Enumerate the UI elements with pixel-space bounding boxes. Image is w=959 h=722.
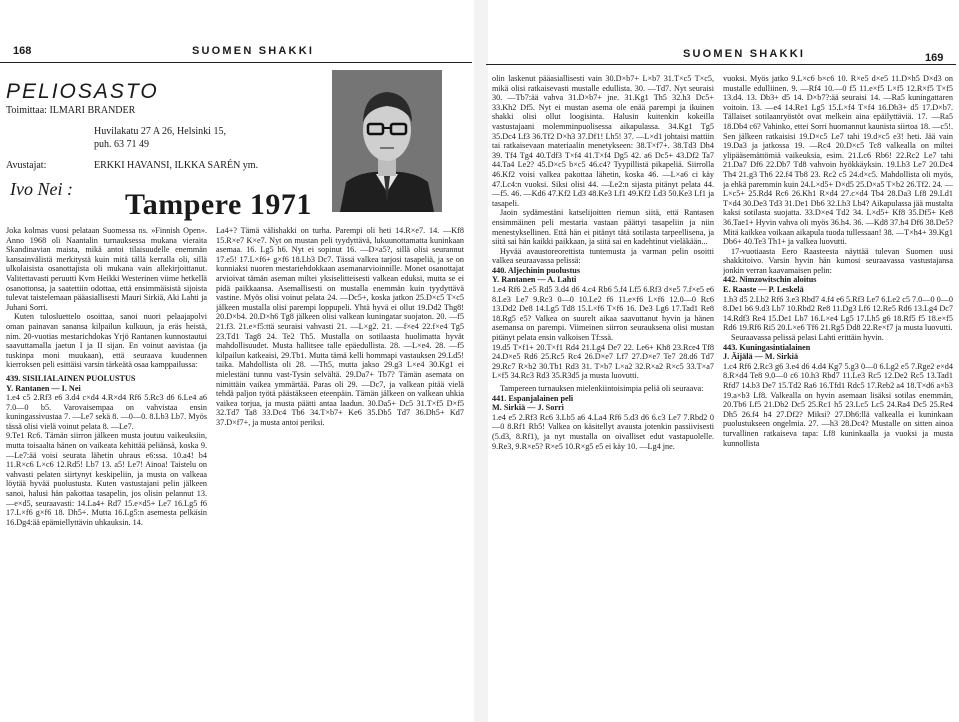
game-441-heading: 441. Espanjalainen peli [492,393,574,403]
game-439-heading: 439. SISILIALAINEN PUOLUSTUS [6,373,136,383]
page-gutter [474,0,488,722]
col4-paragraph-3: 1.b3 d5 2.Lb2 Rf6 3.e3 Rbd7 4.f4 e6 5.Rf3 Le7 6.Le2 c5 7.0—0 0—0 8.De1 b6 9.d3 Lb7 10.Rbd2 Re8 11.Dg3 Lf6 12.Re5 Rd6 13.Lg4 Dc7 14.Rdf3 Re4 15.De1 Lb7 16.L×e4 Lg5 17.Lh5 g6 18.Rf5 f5 18.e×f5 Rd6 19.Rf6 Ri5 20.L×e6 Tf6 21.Rg5 Dd8 22.Re×f7 ja musta luovutti. [723,294,953,333]
article-title: Tampere 1971 [125,188,312,221]
game-442-players: E. Raaste — P. Leskelä [723,285,804,295]
col1-paragraph-4: 9.Te1 Rc6. Tämän siirron jälkeen musta joutuu vaikeuksiin, mutta toisaalta hänen on vaikeata kehittää peliänsä, koska 9. —Le7:ää voisi seurata lähetin uhraus e6:ssa. 10.a4! b4 11.R×c6 L×c6 12.Rd5! Lb7 13. a5! Le7! Ainoa! Taistelu on vahvasti pelaten siirtynyt keskipeliin, ja musta on valkeaa löytää hyvää puolustusta. Kuten vastustajani pelin jälkeen sanoi, halusi hän pakottaa tasapelin, jos olisin pelannut 13. —e×d5, seuraavasti: 14.La4+ Rd7 15.e×d5+ Le7 16.Lg5 f6 17.L×f6 g×f6 18. Dh5+. Mutta 16.Lg5:n asemesta pelkäsin 16.Dg4:ää epämiellyttävin uhkauksin. 14. [6,431,207,527]
portrait-illustration [332,70,442,212]
address-line-1: Huvilakatu 27 A 26, Helsinki 15, [94,126,226,137]
article-column-3 [492,74,714,719]
col2-paragraph-1: La4+? Tämä välishakki on turha. Parempi oli heti 14.R×e7. 14. —Kf8 15.R×e7 K×e7. Nyt on mustan peli tyydyttävä, lukuunottamatta kuninkaan asemaa. 16. Lg5 h6. Nyt ei sopinut 16. —D×a5?, sillä olisi seurannut 17.e5! 17.L×f6+ g×f6 18.Lb3 Dc7. Tässä valkea tarjosi tasapeliä, ja se on kunniaksi nuoren mestariehdokkaan asemanarvioinnille. Monet osanottajat arvioivat tämän aseman miltei yksiselitteisesti valkean eduksi, mutta se ei pidä paikkaansa. Asemallisesti on mustalla enemmän kuin tyydyttävä vastine. Myös olisi voinut pelata 24. —Dc5+, koska jatkon 25.D×c5 T×c5 jälkeen mustalla olisi parempi loppupeli. Yhtä hyvä ei ollut 19.Dd2 Thg8! 20.D×b4. 20.D×h6 Tg8 jälkeen olisi valkean kuningatar suojaton. 20. —f5 21.f3. 21.e×f5:ttä seuraisi vahvasti 21. —L×g2. 21. —f×e4 22.f×e4 Tg5 23.Td1 Tag8 24. Te2 Th5. Mustalla on sotilaasta huolimatta hyvät mahdollisuudet. Musta hallitsee talle epäedullista. 28. —L×e4. 28. —f5 kilpailun katkeaisi, 29.Tb1. Mutta tämä kelli hommapi vastauksen 29.Ld5! taika. Mahdollista oli 28. —Th5, mutta jakso 29.g3 L×e4 30.Kg1 ei mielestäni tunnu vast-Tysin selvältä. 29.Da7+ Tb7? Tämän asemata on nimittäin vaikea ymmärtää. Paras oli 29. —Dc7, ja valkean pitää vielä tehdä paljon työtä päästäkseen eteenpäin. Tämän jälkeen on valkean uhkia vaikea torjua, ja musta päätti antaa laadun. 30.Da5+ Dc5 31.T×f5 D×f5 32.Td7 Ta8 33.Dc4 Tb6 34.T×b7+ Ke6 35.Db5 Td7 36.Dh5+ Kd7 37.D×f7+, ja musta antoi periksi. [216,226,464,427]
col3-paragraph-2: Jaoin sydämestäni katselijoitten riemun siitä, että Rantasen ensimmäinen peli mestaria vastaan päättyi tasapeliin ja niin menestyksellinen. Että hän ei pitänyt tätä sotilasta tarpeellisena, ja siitä sai hän kaikki paikkaan, ja siitä sai en kadehtinut vieläkään... [492,208,714,247]
right-header-rule [486,64,956,65]
left-header-rule [0,62,472,63]
col4-paragraph-1: vuoksi. Myös jatko 9.L×c6 b×c6 10. R×e5 d×e5 11.D×h5 D×d3 on mustalle edulliinen. 9. —Rf4 10.—0 f5 11.e×f5 L×f5 12.R×f5 T×f5 13.d4. 13. Db3+ d5 14. D×b7?:ää seuraisi 14. —Ra5 kuningattaren voitoin. 13. —e4 14.Re1 Lg5 15.L×f4 T×f4 16.Db3+ d5 17.D×b7. Tällaiset sotilaanryöstöt ovat melkein aina epäilyttäviä. 17. —Ra5 18.Db4 c6? Vahinko, ettei Sorri huomannut kaunista siirtoa 18. —c5!. Sen jälkeen ratkaisisi 19.D×c5 Le7 tahi 19.d×c5 e3! heti. Jää vain 19.Da3 ja jatkossa 19. —Rc4 20.D×c5 Tc8 valkealla on miltei ylipääsemättömiä vaikeuksia, esim. 21.Lc6 Rb6! 22.Rc2 Le7 tahi 21.Da7 Df6 22.Db7 Td8 vahvoin hyökkäyksin. 19.Lb3 Le7 20.Dc4 Th4 21.g3 Th6 22.f4 Tb8 23. Rc2 c5 24.d×c5. Mahdollista oli myös, ja ehkä paremmin kuin 24.L×d5+ D×d5 25.D×a5 T×b2 26.Tf2. 24. —L×c5+ 25.Rd4 Rc6 26.Kh1 R×d4 27.c×d4 Tb4 28.Da3 Lf8 29.Ld1 T×d4 30.De3 Td3 31.De1 Db6 32.Lb3 Lb4? Aikapulassa jää mustalta kaksi sotilasta suojatta. 33.D×e4 Td2 34. L×d5+ Kf8 35.Df5+ Ke8 36.Tae1+ Hyvin vahva oli myös 36.h4. 36. —Kd8 37.h4 Df6 38.De5? Mitä kaikkea voikaan aikapula tuoda tullessaan! 38. —T×h4+ 39.Kg1 Db6+ 40.Te3 Th1+ ja valkea luovutti. [723,74,953,247]
col4-paragraph-4: Seuraavassa pelissä pelasi Lahti erittäin hyvin. [731,333,884,343]
col1-paragraph-2: Kuten tulosluettelo osoittaa, sanoi nuori pelaajapolvi oman painavan sanansa kilpailun kulkuun, ja eräs heistä, nim. 20-vuotias mestarichdokas Yrjö Rantanen kunnostautui saavuttamalla jaetun I ja II sijan. En voinut aavistaa (ja tuskinpa moni muukaan), että seuraava kuudennen kierroksen peli esittäisi varsin tärkeätä osaa kamppailussa: [6,312,207,370]
col4-paragraph-5: 1.c4 Rf6 2.Rc3 g6 3.e4 d6 4.d4 Kg7 5.g3 0—0 6.Lg2 e5 7.Rge2 e×d4 8.R×d4 Te8 9.0—0 c6 10.h3 Rbd7 11.Le3 Rc5 12.De2 Rc5 13.Tad1 Rfd7 14.b3 De7 15.Td2 Ra6 16.Tfd1 Rdc5 17.Reb2 a4 18.T×d6 a×b3 19.a×b3 Lf8. Valkealla on hyvin asemaan lisäksi sotilas enemmän, 20.Tb6 Lf5 21.Db2 Dc5 25.Rc1 h5 23.Lc5 Lc5 24.Ra4 Dc5 25.Re4 Dh5 26.f4 h4 27.Df2? Miksi? 27.Dh6:llä valkealla ei kuninkaan puolustukseen ongelmia. 27. —h3 28.Dc4? Mustalle on sitten ainoa turvallinen ratkaiseva tapa: Lf8 kuninkaalla ja vuoksi ja musta kunnollista [723,361,953,448]
col1-paragraph-3: 1.e4 c5 2.Rf3 e6 3.d4 c×d4 4.R×d4 Rf6 5.Rc3 d6 6.Le4 a6 7.0—0 b5. Varovaisempaa on vahvistaa ensin kuningassivustaa 7. —Le7 sekä 8. —0—0. 8.Lb3 Lb7. Myös tässä olisi vielä voinut pelata 8. —Le7. [6,393,207,431]
address-line-2: puh. 63 71 49 [94,139,149,150]
col3-paragraph-3: Hyvää avaustoreorettista tuntemusta ja varman pelin osoitti valkea seuraavassa pelissä: [492,246,714,266]
article-column-1 [6,226,207,719]
editor-line: Toimittaa: ILMARI BRANDER [6,105,136,116]
article-column-4 [723,74,953,719]
right-magazine-title: SUOMEN SHAKKI [683,48,806,60]
game-442-heading: 442. Nimzowitschin aloitus [723,275,817,285]
portrait-photo [332,70,442,212]
right-page-number: 169 [925,52,944,64]
col3-paragraph-6: Tampereen turnauksen mielenkiintoisimpia peliä oli seuraava: [500,384,704,393]
col3-paragraph-1: olin laskenut pääasiallisesti vain 30.D×b7+ L×b7 31.T×c5 T×c5, mikä olisi ratkaisevasti mustalle edullista. 30. —Td7. Nyt seuraisi 30. —Tb7:ää vahva 31.D×b7+ jne. 31.Kg1 Th5 32.h3 Dc5+ 33.Kh2 Df5. Nyt ei mustan asema ole enää parempi ja ikuinen shakki olisi ollut loogisinta. Halusin kuitenkin kokeilla vastustajaani molemminpuolisessa aikapulassa. 34.Kg1 Tg5 35.Dc4 Lf3 36.Tf2 D×h3 37.Df1! Lh5! 37. —L×d1 johtaisi mattiin tai ratkaisevaan materiaalin menetykseen: 38.T×f7+. 38.Td3 Dh4 39. Tf4 Tg4 40.Tdf3 T×f4 41.T×f4 Dg5 42. a6 Dc5+ 43.Df2 Ta7 44.Ta4 Le2? 45.D×c5 b×c5 46.c4? Tyypillistä pikapeliä. Siirrolla 46.Kf2 voisi valkea pakottaa lähetin, koska 46. —L×a6 ci käy 47.Lc4:n vuoksi. Siksi olisi 44. —Le2:n sijasta pitänyt pelata 44. —f5. 46. —Kd6 47.Kf2 Ld3 48.Ke3 Lf1 49.Kf2 Ld3 50.Ke3 Lf1 ja tasapeli. [492,74,714,208]
article-column-2 [216,226,464,719]
section-title: PELIOSASTO [6,80,159,103]
game-439-players: Y. Rantanen — I. Nei [6,383,81,393]
col1-paragraph-1: Joka kolmas vuosi pelataan Suomessa ns. »Finnish Open». Anno 1968 oli Naantalin turnauksessa mukana vieraita Skandinavian maista, mikä antoi tilaisuudelle enemmän kansainvälistä merkitystä kuin mitä tällä kerralla oli, sillä ulkolaisista osanottajista oli mukana vain allekirjoittanut. Valitettavasti peruutti Kvm Heikki Westerinen viime hetkellä osanottonsa, ja saatettiin odottaa, että ensimmäisistä sijoista tulevat taistelemaan pääasiallisesti Mauri Sirkiä, Aki Lahti ja Juhani Sorri. [6,226,207,312]
article-author: Ivo Nei : [10,179,73,199]
assistants-label: Avustajat: [6,160,47,171]
game-440-heading: 440. Aljechinin puolustus [492,265,581,275]
game-443-heading: 443. Kuningasintialainen [723,342,811,352]
col3-paragraph-4: 1.e4 Rf6 2.e5 Rd5 3.d4 d6 4.c4 Rb6 5.f4 Lf5 6.Rf3 d×e5 7.f×e5 e6 8.Le3 Le7 9.Rc3 0—0 10.Le2 f6 11.e×f6 L×f6 12.0—0 Rc6 13.Dd2 De8 14.Lg5 Td8 15.L×f6 T×f6 16. De3 Lg6 17.Tad1 Re8 18.Rg5 e5? Valkea on suurelt aikaa saavuttanut hyvin ja hänen asemansa on parempi. Viimeinen siirron seurauksena olisi mustan pitänyt pelata ensin valkoisen Tf:ssä. [492,285,714,343]
assistants-names: ERKKI HAVANSI, ILKKA SARÉN ym. [94,160,259,171]
col3-paragraph-7: 1.e4 e5 2.Rf3 Rc6 3.Lb5 a6 4.La4 Rf6 5.d3 d6 6.c3 Le7 7.Rbd2 0—0 8.Rf1 Rb5! Valkea on käsitellyt avausta jotenkin passiivisesti (5.d3, 8.Rf1), ja nyt mustalla on oivalliset edut vastapuolelle. 9.Re3, 9.R×e5? R×e5 10.R×g5 e5 ei käy 10. —Lg4 jne. [492,412,714,451]
game-440-players: Y. Rantanen — A. Lahti [492,275,577,285]
left-page-number: 168 [13,45,32,57]
game-441-players: M. Sirkiä — J. Sorri [492,403,564,413]
left-magazine-title: SUOMEN SHAKKI [192,45,315,57]
game-443-players: J. Äijälä — M. Sirkiä [723,352,799,362]
col4-paragraph-2: 17-vuotiaasta Eero Raasteesta näyttää tulevan Suomen uusi shakkitoivo. Varsin hyvin hän kumosi seuraavassa vastustajansa jonkin verran kaavamaisen pelin: [723,246,953,275]
col3-paragraph-5: 19.d5 T×f1+ 20.T×f1 Rd4 21.Lg4 De7 22. Le6+ Kh8 23.Rce4 Tf8 24.D×e5 Rd6 25.Rc5 Rc4 26.D×e7 Lf7 27.D×e7 Te7 28.d6 Td7 29.Rc7 R×b2 30.Tb1 Rd3 31. T×b7 L×a2 32.R×a2 R×c5 33.T×a7 L×f5 34.Rc3 Rd3 35.R3d5 ja musta luovutti. [492,342,714,381]
